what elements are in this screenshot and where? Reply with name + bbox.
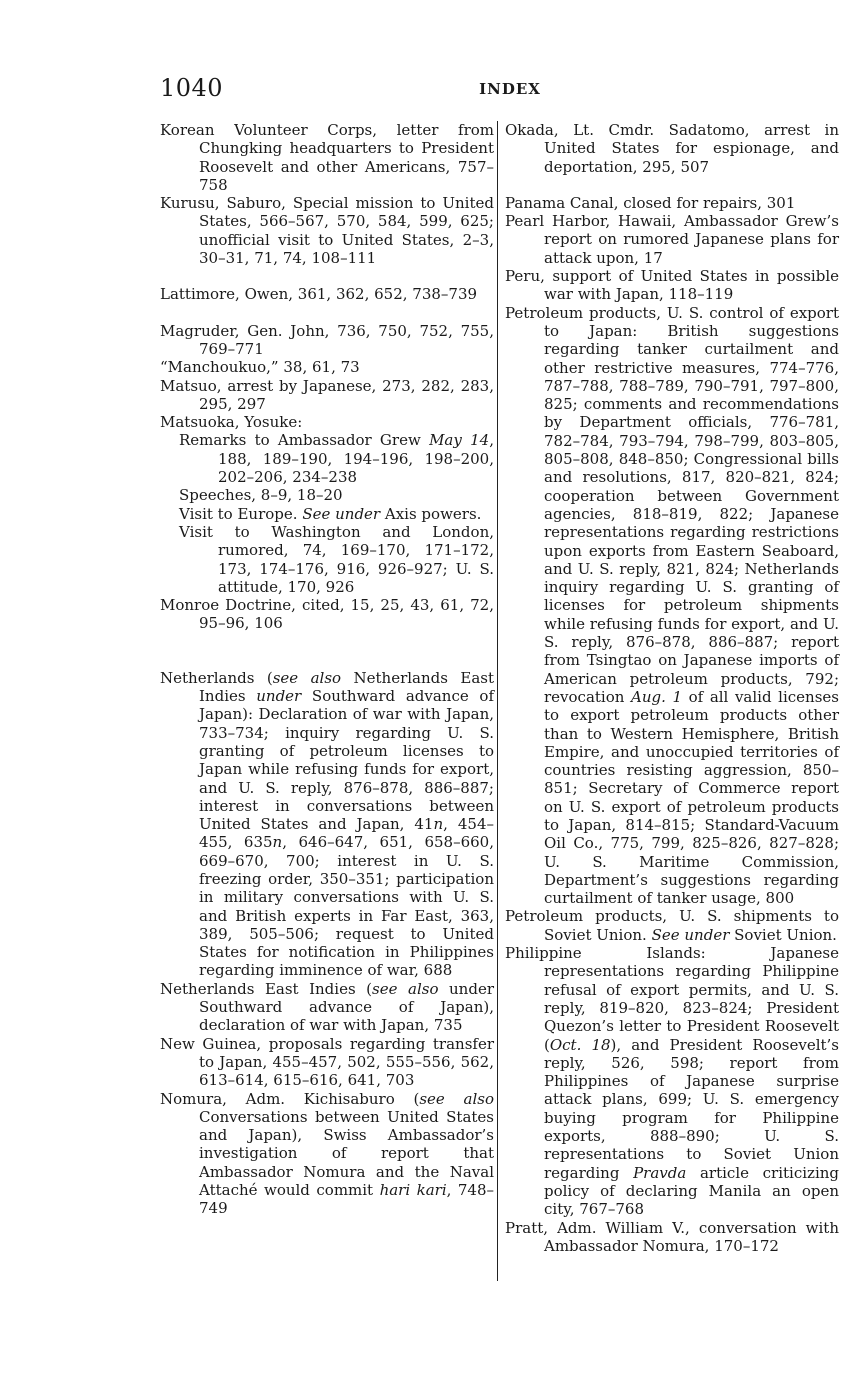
page-number: 1040	[160, 74, 224, 102]
index-entry: New Guinea, proposals regarding transfer to Japan, 455–457, 502, 555–556, 562, 613–614, 615–616, 641, 703	[160, 1034, 494, 1090]
index-subentry: Visit to Europe. See under Axis powers.	[179, 504, 482, 523]
index-entry: Matsuo, arrest by Japanese, 273, 282, 283, 295, 297	[160, 376, 494, 413]
index-entry: Peru, support of United States in possible war with Japan, 118–119	[505, 267, 839, 304]
index-entry: Okada, Lt. Cmdr. Sadatomo, arrest in United States for espionage, and deportation, 295, 507	[505, 121, 839, 176]
running-head: INDEX	[479, 80, 541, 98]
index-entry: Pearl Harbor, Hawaii, Ambassador Grew’s report on rumored Japanese plans for attack upon, 17	[505, 212, 839, 267]
index-subentry: Speeches, 8–9, 18–20	[179, 486, 343, 505]
page-header	[160, 74, 836, 104]
index-entry: Philippine Islands: Japanese representations regarding Philippine refusal of export permits, and U. S. reply, 819–820, 823–824; President Quezon’s letter to President Roosevelt (Oct. 18), and President Roosevelt’s reply, 526, 598; report from Philippines of Japanese surprise attack plans, 699; U. S. emergency buying program for Philippine exports, 888–890; U. S. representations to Soviet Union regarding Pravda article criticizing policy of declaring Manila an open city, 767–768	[505, 944, 840, 1219]
index-entry: Korean Volunteer Corps, letter from Chungking headquarters to President Roosevelt and other Americans, 757–758	[160, 121, 494, 194]
index-entry: “Manchoukuo,” 38, 61, 73	[160, 358, 360, 377]
index-entry: Kurusu, Saburo, Special mission to United States, 566–567, 570, 584, 599, 625; unofficial visit to United States, 2–3, 30–31, 71, 74, 108–111	[160, 194, 494, 268]
index-subentry: Visit to Washington and London, rumored, 74, 169–170, 171–172, 173, 174–176, 916, 926–927; U. S. attitude, 170, 926	[179, 522, 494, 596]
index-entry: Petroleum products, U. S. shipments to Soviet Union. See under Soviet Union.	[505, 907, 839, 944]
index-entry: Lattimore, Owen, 361, 362, 652, 738–739	[160, 285, 478, 304]
index-column-right	[505, 121, 839, 1255]
index-column-left	[160, 121, 494, 1218]
index-entry: Monroe Doctrine, cited, 15, 25, 43, 61, 72, 95–96, 106	[160, 596, 494, 633]
index-entry: Netherlands (see also Netherlands East Indies under Southward advance of Japan): Declaration of war with Japan, 733–734; inquiry regarding U. S. granting of petroleum licenses to Japan while refusing funds for export, and U. S. reply, 876–878, 886–887; interest in conversations between United States and Japan, 41n, 454–455, 635n, 646–647, 651, 658–660, 669–670, 700; interest in U. S. freezing order, 350–351; participation in military conversations with U. S. and British experts in Far East, 363, 389, 505–506; request to United States for notification in Philippines regarding imminence of war, 688	[160, 668, 495, 980]
index-entry: Pratt, Adm. William V., conversation with Ambassador Nomura, 170–172	[505, 1218, 839, 1255]
index-subentry: Remarks to Ambassador Grew May 14, 188, 189–190, 194–196, 198–200, 202–206, 234–238	[179, 431, 494, 487]
index-entry: Magruder, Gen. John, 736, 750, 752, 755, 769–771	[160, 321, 494, 358]
index-entry: Petroleum products, U. S. control of export to Japan: British suggestions regarding tanker curtailment and other restrictive measures, 774–776, 787–788, 788–789, 790–791, 797–800, 825; comments and recommendations by Department officials, 776–781, 782–784, 793–794, 798–799, 803–805, 805–808, 848–850; Congressional bills and resolutions, 817, 820–821, 824; cooperation between Government agencies, 818–819, 822; Japanese representations regarding restrictions upon exports from Eastern Seaboard, and U. S. reply, 821, 824; Netherlands inquiry regarding U. S. granting of licenses for petroleum shipments while refusing funds for export, and U. S. reply, 876–878, 886–887; report from Tsingtao on Japanese imports of American petroleum products, 792; revocation Aug. 1 of all valid licenses to export petroleum products other than to Western Hemisphere, British Empire, and unoccupied territories of countries resisting aggression, 850–851; Secretary of Commerce report on U. S. export of petroleum products to Japan, 814–815; Standard-Vacuum Oil Co., 775, 799, 825–826, 827–828; U. S. Maritime Commission, Department’s suggestions regarding curtailment of tanker usage, 800	[505, 303, 839, 908]
column-divider	[497, 121, 498, 1281]
index-entry: Matsuoka, Yosuke:	[160, 413, 303, 432]
index-entry: Panama Canal, closed for repairs, 301	[505, 193, 796, 212]
index-entry: Nomura, Adm. Kichisaburo (see also Conversations between United States and Japan), Swiss Ambassador’s investigation of report that Ambassador Nomura and the Naval Attaché would commit hari kari, 748–749	[160, 1089, 494, 1218]
index-entry: Netherlands East Indies (see also under Southward advance of Japan), declaration of war with Japan, 735	[160, 979, 494, 1035]
